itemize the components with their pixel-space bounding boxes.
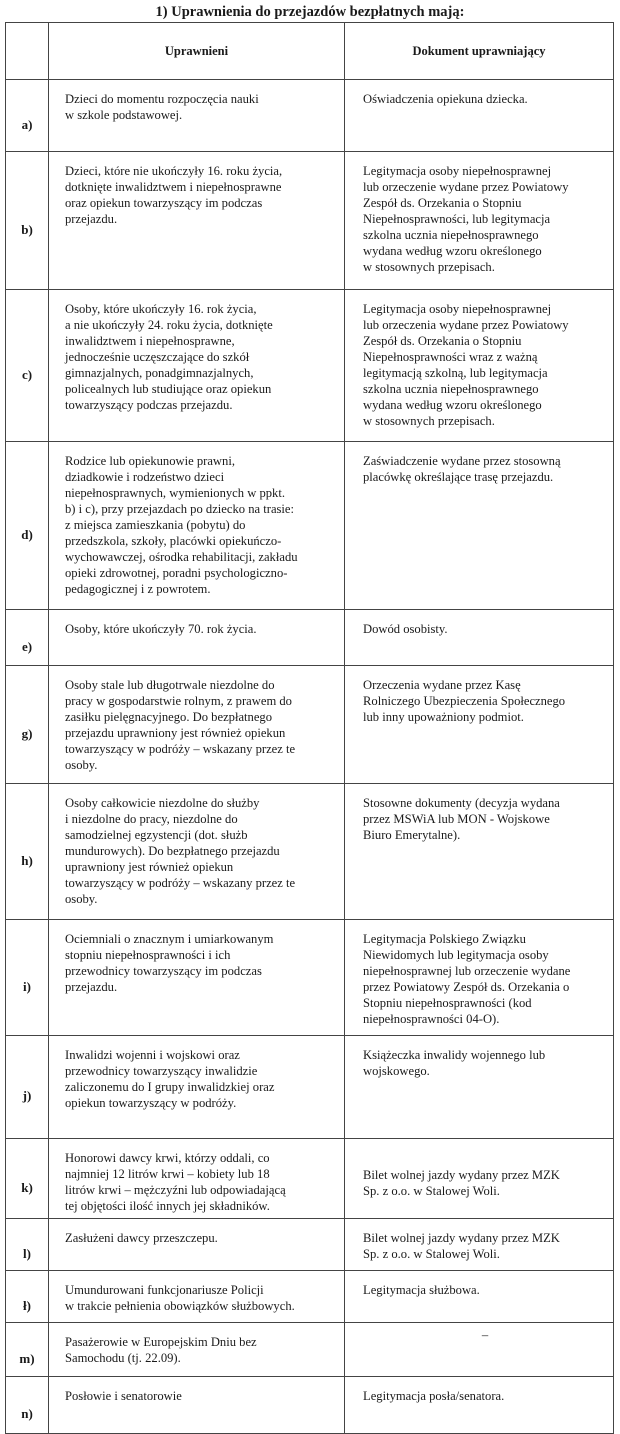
entitled-cell: Dzieci, które nie ukończyły 16. roku życia, dotknięte inwalidztwem i niepełnosprawne oraz opiekun towarzyszący im podczas przejazdu.: [49, 152, 345, 290]
entitled-cell: Rodzice lub opiekunowie prawni, dziadkowie i rodzeństwo dzieci niepełnosprawnych, wymienionych w ppkt. b) i c), przy przejazdach po dziecko na trasie: z miejsca zamieszkania (pobytu) do przedszkola, szkoły, placówki opiekuńczo- wychowawczej, ośrodka rehabilitacji, zakładu opieki zdrowotnej, poradni psychologiczno- pedagogicznej i z powrotem.: [49, 442, 345, 610]
row-label: h): [21, 852, 33, 868]
header-empty-cell: [6, 23, 49, 80]
row-label-cell: [6, 80, 49, 152]
row-label: m): [19, 1350, 35, 1366]
entitled-cell: Posłowie i senatorowie: [49, 1377, 345, 1434]
document-cell: Książeczka inwalidy wojennego lub wojskowego.: [345, 1036, 614, 1139]
table-row: [6, 1323, 614, 1377]
row-label-cell: [6, 1323, 49, 1377]
entitled-cell: Dzieci do momentu rozpoczęcia nauki w szkole podstawowej.: [49, 80, 345, 152]
row-label: k): [21, 1179, 33, 1195]
document-cell: Bilet wolnej jazdy wydany przez MZK Sp. z o.o. w Stalowej Woli.: [345, 1139, 614, 1219]
document-cell: Legitymacja osoby niepełnosprawnej lub orzeczenie wydane przez Powiatowy Zespół ds. Orzekania o Stopniu Niepełnosprawności, lub legitymacja szkolna ucznia niepełnosprawnego wydana według wzoru określonego w stosownych przepisach.: [345, 152, 614, 290]
row-label: g): [21, 725, 33, 741]
row-label-cell: [6, 1271, 49, 1323]
document-cell: Legitymacja osoby niepełnosprawnej lub orzeczenia wydane przez Powiatowy Zespół ds. Orzekania o Stopniu Niepełnosprawności wraz z ważną legitymacją szkolną, lub legitymacja szkolna ucznia niepełnosprawnego wydana według wzoru określonego w stosownych przepisach.: [345, 290, 614, 442]
entitled-cell: Osoby, które ukończyły 70. rok życia.: [49, 610, 345, 666]
row-label-cell: [6, 666, 49, 784]
document-cell: Oświadczenia opiekuna dziecka.: [345, 80, 614, 152]
document-cell: Legitymacja służbowa.: [345, 1271, 614, 1323]
row-label: e): [21, 638, 33, 654]
row-label: ł): [23, 1297, 31, 1313]
row-label-cell: [6, 290, 49, 442]
table-row: [6, 784, 614, 920]
entitled-cell: Ociemniali o znacznym i umiarkowanym stopniu niepełnosprawności i ich przewodnicy towarzyszący im podczas przejazdu.: [49, 920, 345, 1036]
entitled-cell: Osoby stale lub długotrwale niezdolne do pracy w gospodarstwie rolnym, z prawem do zasiłku pielęgnacyjnego. Do bezpłatnego przejazdu uprawniony jest również opiekun towarzyszący w podróży – wskazany przez te osoby.: [49, 666, 345, 784]
table-row: [6, 442, 614, 610]
row-label: c): [21, 366, 33, 382]
document-cell: Legitymacja Polskiego Związku Niewidomych lub legitymacja osoby niepełnosprawnej lub orzeczenie wydane przez Powiatowy Zespół ds. Orzekania o Stopniu niepełnosprawności (kod niepełnosprawności 04-O).: [345, 920, 614, 1036]
entitled-cell: Osoby, które ukończyły 16. rok życia, a nie ukończyły 24. roku życia, dotknięte inwalidztwem i niepełnosprawne, jednocześnie uczęszczające do szkół gimnazjalnych, ponadgimnazjalnych, policealnych lub studiujące oraz opiekun towarzyszący podczas przejazdu.: [49, 290, 345, 442]
table-row: [6, 80, 614, 152]
row-label-cell: [6, 1219, 49, 1271]
document-cell: Zaświadczenie wydane przez stosowną placówkę określające trasę przejazdu.: [345, 442, 614, 610]
column-header-entitled: Uprawnieni: [49, 23, 345, 80]
row-label: d): [21, 526, 33, 542]
row-label: l): [23, 1245, 31, 1261]
page-title: 1) Uprawnienia do przejazdów bezpłatnych mają:: [155, 4, 465, 20]
document-cell: Stosowne dokumenty (decyzja wydana przez MSWiA lub MON - Wojskowe Biuro Emerytalne).: [345, 784, 614, 920]
row-label-cell: [6, 1377, 49, 1434]
row-label-cell: [6, 784, 49, 920]
entitled-cell: Honorowi dawcy krwi, którzy oddali, co najmniej 12 litrów krwi – kobiety lub 18 litrów krwi – mężczyźni lub odpowiadającą tej objętości ilość innych jej składników.: [49, 1139, 345, 1219]
document-cell: –: [345, 1323, 614, 1377]
entitled-cell: Pasażerowie w Europejskim Dniu bez Samochodu (tj. 22.09).: [49, 1323, 345, 1377]
row-label-cell: [6, 920, 49, 1036]
table-row: [6, 610, 614, 666]
row-label: b): [21, 221, 33, 237]
table-row: [6, 152, 614, 290]
row-label: a): [21, 116, 33, 132]
table-row: [6, 1139, 614, 1219]
table-header-row: [6, 23, 614, 80]
table-row: [6, 1271, 614, 1323]
row-label-cell: [6, 1036, 49, 1139]
column-header-document: Dokument uprawniający: [345, 23, 614, 80]
entitled-cell: Zasłużeni dawcy przeszczepu.: [49, 1219, 345, 1271]
entitled-cell: Umundurowani funkcjonariusze Policji w trakcie pełnienia obowiązków służbowych.: [49, 1271, 345, 1323]
row-label-cell: [6, 442, 49, 610]
table-row: [6, 920, 614, 1036]
row-label: i): [23, 978, 31, 994]
row-label-cell: [6, 610, 49, 666]
entitled-cell: Osoby całkowicie niezdolne do służby i niezdolne do pracy, niezdolne do samodzielnej egzystencji (dot. służb mundurowych). Do bezpłatnego przejazdu uprawniony jest również opiekun towarzyszący w podróży – wskazany przez te osoby.: [49, 784, 345, 920]
entitlements-table: [5, 22, 614, 1434]
row-label-cell: [6, 152, 49, 290]
document-cell: Legitymacja posła/senatora.: [345, 1377, 614, 1434]
table-row: [6, 1219, 614, 1271]
row-label-cell: [6, 1139, 49, 1219]
table-row: [6, 1377, 614, 1434]
table-row: [6, 666, 614, 784]
document-cell: Dowód osobisty.: [345, 610, 614, 666]
document-cell: Orzeczenia wydane przez Kasę Rolniczego Ubezpieczenia Społecznego lub inny upoważniony podmiot.: [345, 666, 614, 784]
document-cell: Bilet wolnej jazdy wydany przez MZK Sp. z o.o. w Stalowej Woli.: [345, 1219, 614, 1271]
table-row: [6, 1036, 614, 1139]
row-label: j): [22, 1088, 32, 1103]
row-label: n): [21, 1406, 33, 1421]
entitled-cell: Inwalidzi wojenni i wojskowi oraz przewodnicy towarzyszący inwalidzie zaliczonemu do I grupy inwalidzkiej oraz opiekun towarzyszący w podróży.: [49, 1036, 345, 1139]
table-row: [6, 290, 614, 442]
